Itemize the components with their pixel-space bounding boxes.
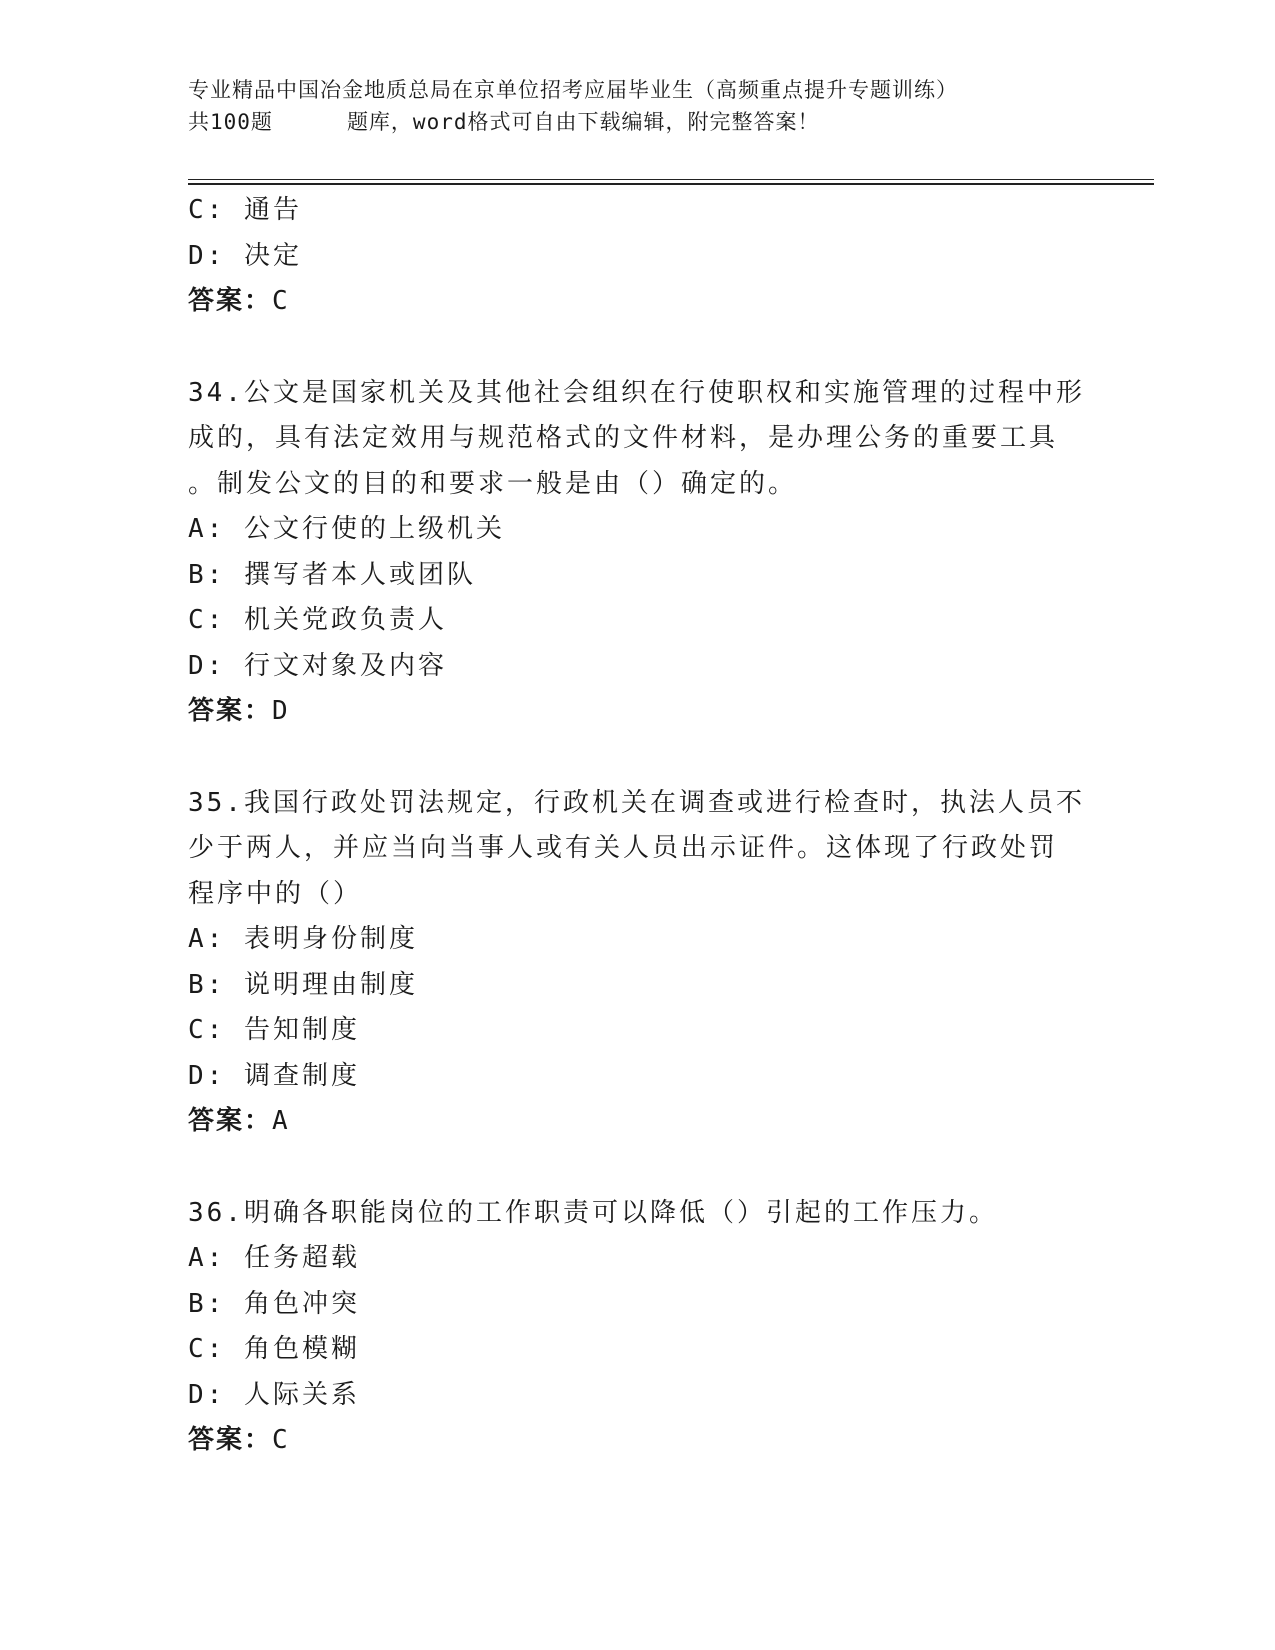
answer-value: D <box>272 696 290 726</box>
answer-line <box>188 1418 1088 1464</box>
question-stem-line: 34.公文是国家机关及其他社会组织在行使职权和实施管理的过程中形 <box>188 377 1085 408</box>
answer-value: C <box>272 1425 290 1455</box>
option-c: C: 角色模糊 <box>188 1334 360 1364</box>
option-a: A: 任务超载 <box>188 1243 360 1273</box>
option-b: B: 撰写者本人或团队 <box>188 559 476 590</box>
question-stem-line: 。制发公文的目的和要求一般是由（）确定的。 <box>188 468 798 499</box>
page-header <box>188 74 1148 138</box>
question-content <box>188 188 1088 1464</box>
option-b: B: 说明理由制度 <box>188 969 418 1000</box>
option-a: A: 表明身份制度 <box>188 924 418 954</box>
answer-value: C <box>272 286 290 316</box>
option-d: D: 行文对象及内容 <box>188 650 447 681</box>
document-title: 专业精品中国冶金地质总局在京单位招考应届毕业生（高频重点提升专题训练） <box>188 78 958 102</box>
question-count: 共100题 <box>188 110 273 134</box>
question-stem-line: 少于两人，并应当向当事人或有关人员出示证件。这体现了行政处罚 <box>188 833 1059 863</box>
option-c: C: 告知制度 <box>188 1015 360 1045</box>
question-stem-line: 36.明确各职能岗位的工作职责可以降低（）引起的工作压力。 <box>188 1197 998 1228</box>
continued-question <box>188 188 1088 325</box>
header-divider-thick <box>188 183 1154 185</box>
answer-label: 答案： <box>188 1425 273 1455</box>
answer-value: A <box>272 1106 290 1136</box>
answer-line <box>188 1099 1088 1145</box>
question-stem-line: 程序中的（） <box>188 878 363 909</box>
option-c: C: 通告 <box>188 195 302 225</box>
answer-label: 答案： <box>188 1106 273 1136</box>
option-d: D: 人际关系 <box>188 1379 360 1410</box>
option-b: B: 角色冲突 <box>188 1288 360 1319</box>
download-note: 题库，word格式可自由下载编辑，附完整答案！ <box>346 110 820 134</box>
header-divider-thin <box>188 179 1154 180</box>
option-c: C: 机关党政负责人 <box>188 605 447 635</box>
option-d: D: 决定 <box>188 240 302 271</box>
answer-line <box>188 689 1088 735</box>
answer-line <box>188 279 1088 325</box>
answer-label: 答案： <box>188 286 273 316</box>
question-34 <box>188 371 1088 735</box>
question-35 <box>188 781 1088 1145</box>
option-a: A: 公文行使的上级机关 <box>188 514 505 544</box>
question-stem-line: 成的，具有法定效用与规范格式的文件材料，是办理公务的重要工具 <box>188 423 1059 453</box>
option-d: D: 调查制度 <box>188 1060 360 1091</box>
document-subtitle <box>188 106 1148 138</box>
answer-label: 答案： <box>188 696 273 726</box>
question-36 <box>188 1191 1088 1464</box>
question-stem-line: 35.我国行政处罚法规定，行政机关在调查或进行检查时，执法人员不 <box>188 787 1085 818</box>
